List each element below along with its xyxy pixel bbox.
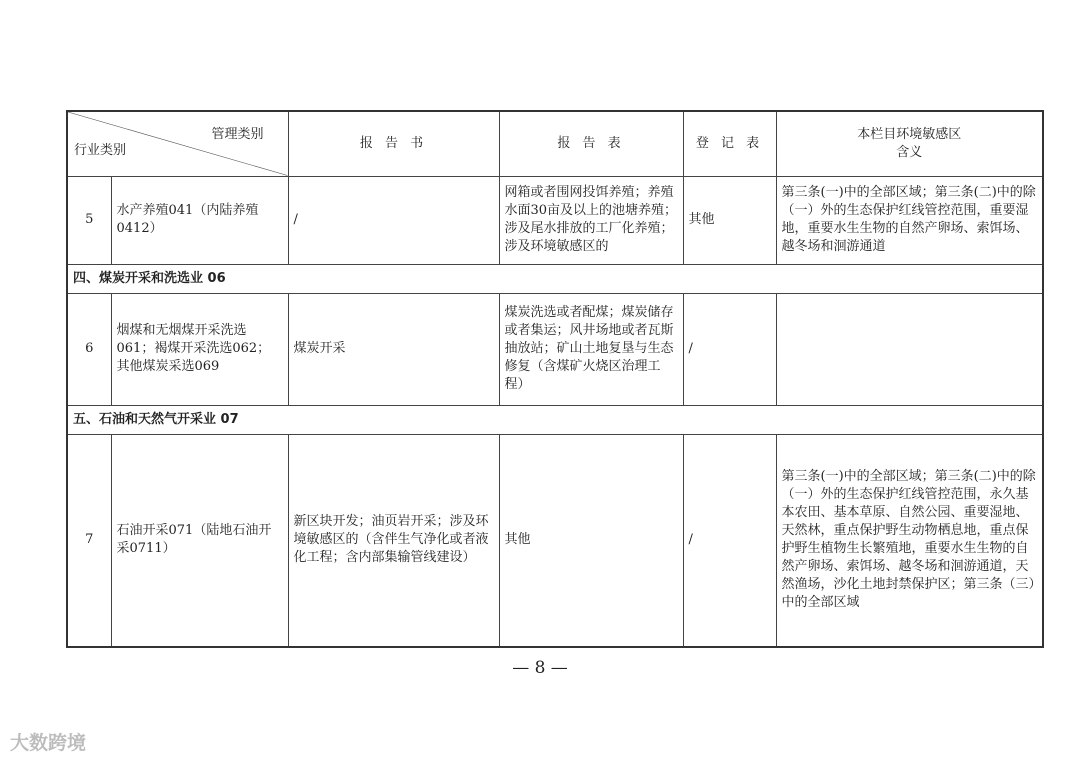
row-number: 5 [67, 176, 111, 264]
industry-cell: 烟煤和无烟煤开采洗选061；褐煤开采洗选062；其他煤炭采选069 [111, 293, 288, 405]
industry-cell: 石油开采071（陆地石油开采0711） [111, 434, 288, 647]
section-row [67, 264, 1043, 293]
report-form-cell: 煤炭洗选或者配煤；煤炭储存或者集运；风井场地或者瓦斯抽放站；矿山土地复垦与生态修复（含煤矿火烧区治理工程） [499, 293, 683, 405]
report-book-cell: 煤炭开采 [288, 293, 499, 405]
section-title: 四、煤炭开采和洗选业 06 [67, 264, 1043, 293]
report-form-cell: 网箱或者围网投饵养殖；养殖水面30亩及以上的池塘养殖；涉及尾水排放的工厂化养殖；涉及环境敏感区的 [499, 176, 683, 264]
industry-cell: 水产养殖041（内陆养殖0412） [111, 176, 288, 264]
registration-cell: 其他 [683, 176, 776, 264]
classification-table [66, 110, 1044, 648]
report-book-cell: / [288, 176, 499, 264]
row-number: 7 [67, 434, 111, 647]
sensitive-area-header-line1: 本栏目环境敏感区 [857, 126, 962, 142]
registration-form-header: 登 记 表 [683, 111, 776, 176]
report-form-cell: 其他 [499, 434, 683, 647]
table-row [67, 176, 1043, 264]
registration-cell: / [683, 434, 776, 647]
report-book-cell: 新区块开发；油页岩开采；涉及环境敏感区的（含伴生气净化或者液化工程；含内部集输管线建设） [288, 434, 499, 647]
sensitive-area-header [776, 111, 1043, 176]
sensitive-area-cell: 第三条(一)中的全部区域；第三条(二)中的除（一）外的生态保护红线管控范围，重要湿地，重要水生生物的自然产卵场、索饵场、越冬场和洄游通道 [776, 176, 1043, 264]
mgmt-category-label: 管理类别 [211, 127, 264, 142]
industry-category-label: 行业类别 [74, 142, 127, 158]
sensitive-area-header-line2: 含义 [896, 144, 923, 160]
row-number: 6 [67, 293, 111, 405]
section-title: 五、石油和天然气开采业 07 [67, 405, 1043, 434]
sensitive-area-cell [776, 293, 1043, 405]
report-book-header: 报 告 书 [288, 111, 499, 176]
report-form-header: 报 告 表 [499, 111, 683, 176]
section-row [67, 405, 1043, 434]
sensitive-area-cell: 第三条(一)中的全部区域；第三条(二)中的除（一）外的生态保护红线管控范围，永久基本农田、基本草原、自然公园、重要湿地、天然林，重点保护野生动物栖息地，重点保护野生植物生长繁殖地，重要水生生物的自然产卵场、索饵场、越冬场和洄游通道，天然渔场，沙化土地封禁保护区；第三条（三）中的全部区域 [776, 434, 1043, 647]
table-row [67, 434, 1043, 647]
diagonal-header-cell [67, 111, 288, 176]
table-row [67, 293, 1043, 405]
registration-cell: / [683, 293, 776, 405]
watermark-logo: 大数跨境 [10, 732, 87, 754]
page-number: — 8 — [512, 658, 568, 678]
table-header-row [67, 111, 1043, 176]
